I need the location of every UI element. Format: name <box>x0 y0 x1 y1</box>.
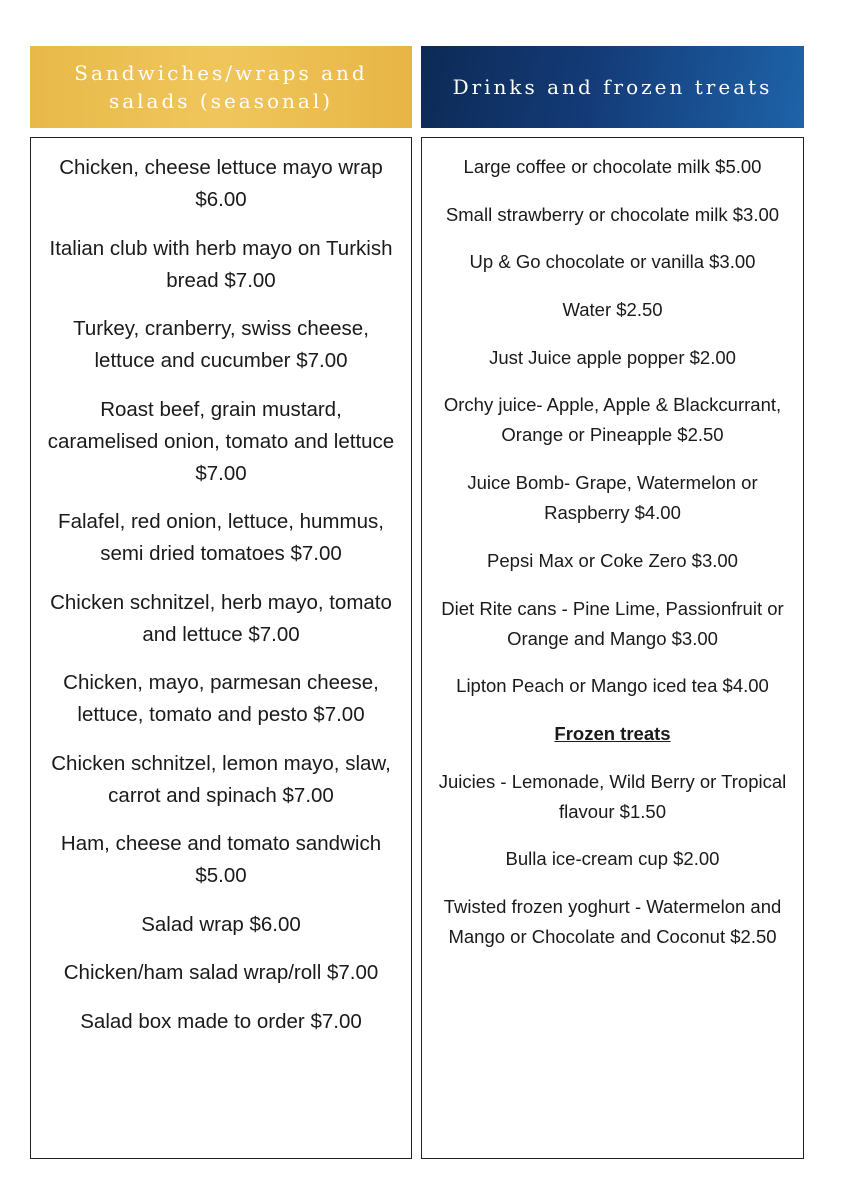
menu-item: Roast beef, grain mustard, caramelised onion, tomato and lettuce $7.00 <box>47 397 395 485</box>
menu-item: Salad wrap $6.00 <box>141 912 301 936</box>
menu-item: Diet Rite cans - Pine Lime, Passionfruit or Orange and Mango $3.00 <box>441 597 784 649</box>
menu-item: Chicken, mayo, parmesan cheese, lettuce, tomato and pesto $7.00 <box>63 671 379 726</box>
frozen-treats-heading: Frozen treats <box>554 722 671 744</box>
drinks-title: Drinks and frozen treats <box>452 75 773 99</box>
menu-item: Ham, cheese and tomato sandwich $5.00 <box>60 832 382 887</box>
menu-item: Lipton Peach or Mango iced tea $4.00 <box>456 675 769 697</box>
menu-item: Chicken schnitzel, lemon mayo, slaw, carrot and spinach $7.00 <box>51 751 391 807</box>
menu-item: Chicken schnitzel, herb mayo, tomato and lettuce $7.00 <box>50 590 392 646</box>
menu-item: Italian club with herb mayo on Turkish bread $7.00 <box>49 236 393 292</box>
sandwiches-menu-box <box>30 137 412 1159</box>
menu-item: Salad box made to order $7.00 <box>80 1009 362 1033</box>
menu-item: Up & Go chocolate or vanilla $3.00 <box>469 251 756 273</box>
menu-item: Large coffee or chocolate milk $5.00 <box>463 156 762 177</box>
menu-item: Turkey, cranberry, swiss cheese, lettuce and cucumber $7.00 <box>73 317 369 372</box>
menu-item: Chicken, cheese lettuce mayo wrap $6.00 <box>59 156 383 211</box>
menu-item: Orchy juice- Apple, Apple & Blackcurrant, Orange or Pineapple $2.50 <box>443 394 782 446</box>
menu-item: Just Juice apple popper $2.00 <box>489 346 736 368</box>
menu-item: Small strawberry or chocolate milk $3.00 <box>445 203 780 225</box>
menu-item: Bulla ice-cream cup $2.00 <box>505 848 720 870</box>
menu-item: Juice Bomb- Grape, Watermelon or Raspberry $4.00 <box>467 472 758 524</box>
sandwiches-header <box>30 46 412 128</box>
menu-item: Twisted frozen yoghurt - Watermelon and Mango or Chocolate and Coconut $2.50 <box>443 895 782 947</box>
sandwiches-title-line2: salads (seasonal) <box>108 89 334 113</box>
menu-item: Falafel, red onion, lettuce, hummus, semi dried tomatoes $7.00 <box>58 510 384 565</box>
menu-item: Water $2.50 <box>562 299 663 321</box>
menu-item: Chicken/ham salad wrap/roll $7.00 <box>63 961 379 984</box>
menu-item: Juicies - Lemonade, Wild Berry or Tropical flavour $1.50 <box>438 770 787 822</box>
drinks-header <box>421 46 804 128</box>
sandwiches-title-line1: Sandwiches/wraps and <box>74 61 368 85</box>
drinks-menu-box <box>421 137 804 1159</box>
menu-item: Pepsi Max or Coke Zero $3.00 <box>487 549 738 571</box>
